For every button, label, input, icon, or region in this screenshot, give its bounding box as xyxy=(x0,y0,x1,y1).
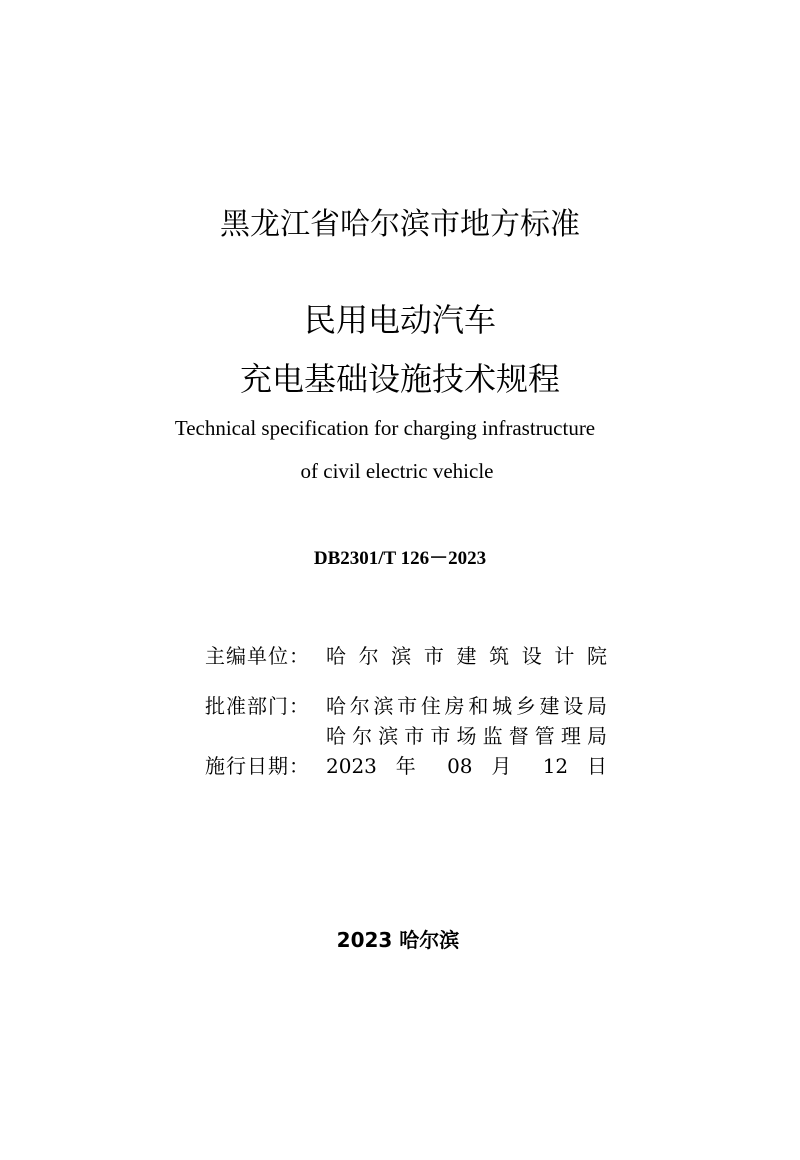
approver-row xyxy=(205,691,625,721)
editor-value: 哈尔滨市建筑设计院 xyxy=(326,644,607,668)
approver-label: 批准部门： xyxy=(205,694,310,718)
editor-label: 主编单位： xyxy=(205,644,310,668)
effective-date-row xyxy=(205,751,625,781)
standard-number: DB2301/T 126－2023 xyxy=(313,548,487,569)
effective-date-label: 施行日期： xyxy=(205,754,310,778)
title-english-line-2: of civil electric vehicle xyxy=(300,459,494,483)
title-chinese-line-2: 充电基础设施技术规程 xyxy=(239,360,560,398)
title-chinese-line-1: 民用电动汽车 xyxy=(303,301,496,339)
approver-row-continued xyxy=(205,721,625,751)
footer-year-place: 2023 哈尔滨 xyxy=(336,928,460,952)
editor-row xyxy=(205,641,625,671)
effective-date-value: 2023 年 08 月 12 日 xyxy=(326,754,607,778)
approver-value-2: 哈尔滨市市场监督管理局 xyxy=(326,724,607,748)
title-english-line-1: Technical specification for charging infrastructure xyxy=(174,416,596,440)
approver-value-1: 哈尔滨市住房和城乡建设局 xyxy=(326,694,607,718)
standard-category-heading: 黑龙江省哈尔滨市地方标准 xyxy=(220,207,580,242)
